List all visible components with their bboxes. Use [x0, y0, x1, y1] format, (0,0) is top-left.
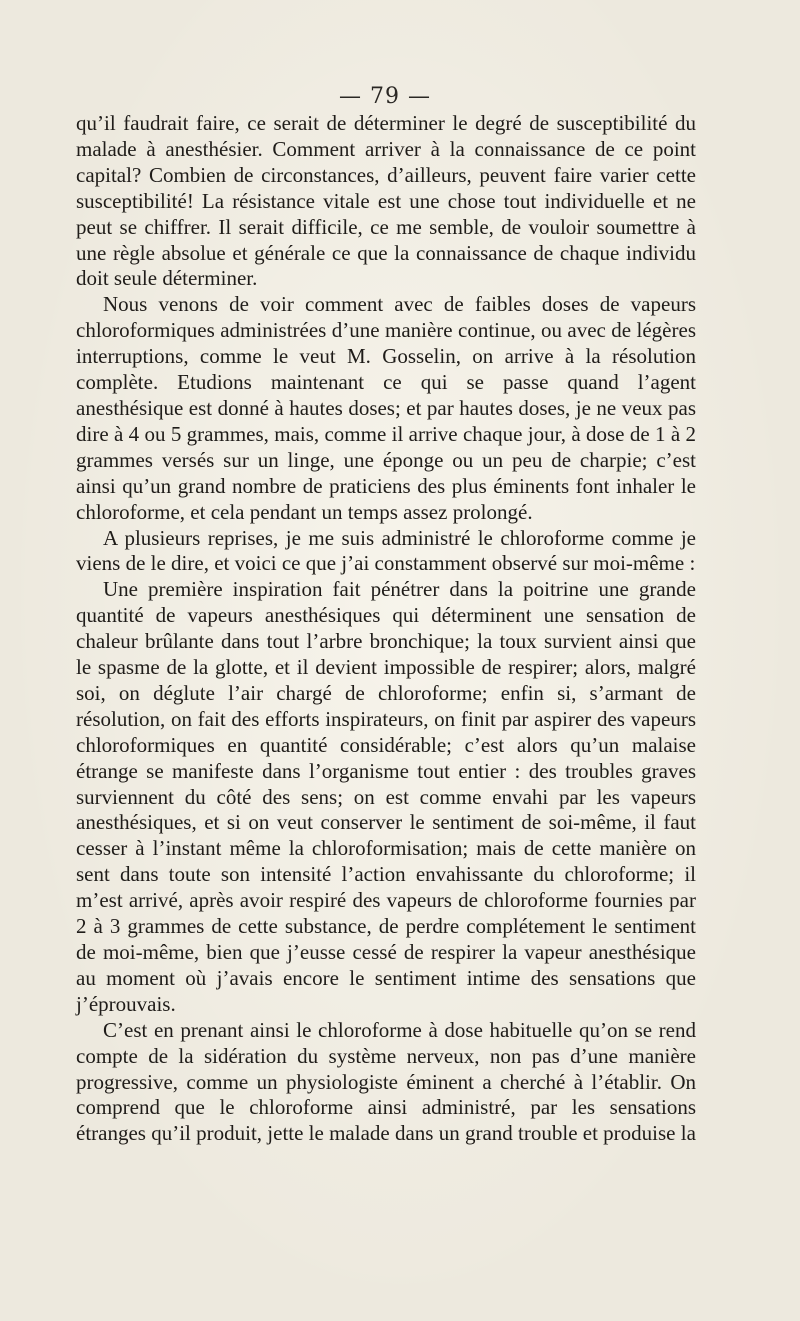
body-text — [76, 111, 696, 1147]
page-number: — 79 — — [339, 84, 431, 109]
paragraph-self-administration: A plusieurs reprises, je me suis administré le chloroforme comme je viens de le dire, et voici ce que j’ai constamment observé sur moi-même : — [76, 525, 696, 576]
paragraph-doses: Nous venons de voir comment avec de faibles doses de vapeurs chloroformiques administrées d’une manière continue, ou avec de légères interruptions, comme le veut M. Gosselin, on arrive à la résolution complète. Etudions maintenant ce qui se passe quand l’agent anesthésique est donné à hautes doses; et par hautes doses, je ne veux pas dire à 4 ou 5 grammes, mais, comme il arrive chaque jour, à dose de 1 à 2 grammes versés sur un linge, une éponge ou un peu de charpie; c’est ainsi qu’un grand nombre de praticiens des plus éminents font inhaler le chloroforme, et cela pendant un temps assez prolongé. — [76, 292, 696, 524]
paragraph-continued: qu’il faudrait faire, ce serait de déterminer le degré de susceptibilité du malade à anesthésier. Comment arriver à la connaissance de ce point capital? Combien de circonstances, d’ailleurs, peuvent faire varier cette susceptibilité! La résistance vitale est une chose tout individuelle et ne peut se chiffrer. Il serait difficile, ce me semble, de vouloir soumettre à une règle absolue et générale ce que la connaissance de chaque individu doit seule déterminer. — [76, 111, 696, 291]
paragraph-sideration: C’est en prenant ainsi le chloroforme à dose habituelle qu’on se rend compte de la sidération du système nerveux, non pas d’une manière progressive, comme un physiologiste éminent a cherché à l’établir. On comprend que le chloroforme ainsi administré, par les sensations étranges qu’il produit, jette le malade dans un grand trouble et produise la — [76, 1017, 696, 1146]
paragraph-first-inspiration: Une première inspiration fait pénétrer dans la poitrine une grande quantité de vapeurs anesthésiques qui déterminent une sensation de chaleur brûlante dans tout l’arbre bronchique; la toux survient ainsi que le spasme de la glotte, et il devient impossible de respirer; alors, malgré soi, on déglute l’air chargé de chloroforme; enfin si, s’armant de résolution, on fait des efforts inspirateurs, on finit par aspirer des vapeurs chloroformiques en quantité considérable; c’est alors qu’un malaise étrange se manifeste dans l’organisme tout entier : des troubles graves surviennent du côté des sens; on est comme envahi par les vapeurs anesthésiques, et si on veut conserver le sentiment de soi-même, il faut cesser à l’instant même la chloroformisation; mais de cette manière on sent dans toute son intensité l’action envahissante du chloroforme; il m’est arrivé, après avoir respiré des vapeurs de chloroforme fournies par 2 à 3 grammes de cette substance, de perdre complétement le sentiment de moi-même, bien que j’eusse cessé de respirer la vapeur anesthésique au moment où j’avais encore le sentiment intime des sensations que j’éprouvais. — [76, 577, 696, 1016]
